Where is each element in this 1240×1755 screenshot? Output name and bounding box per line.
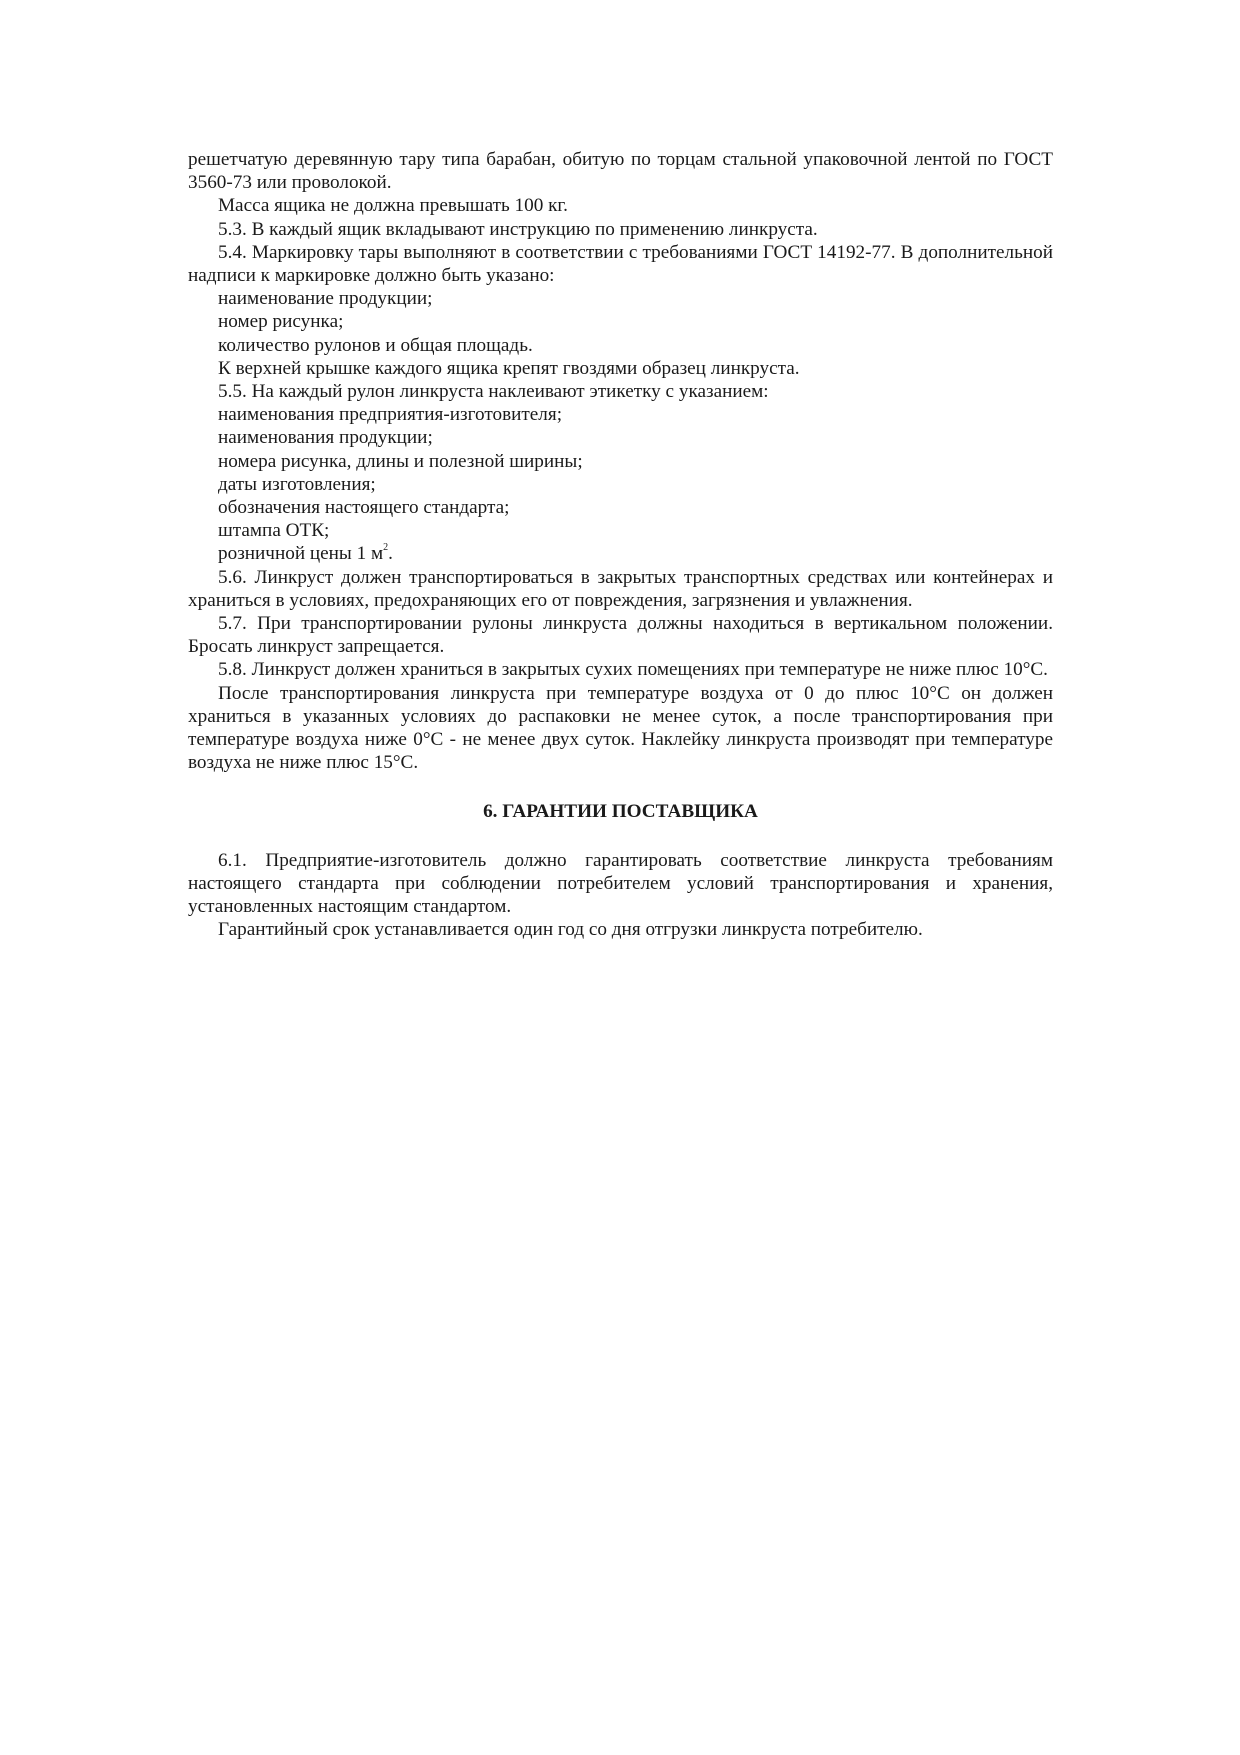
list-item: наименования продукции; (218, 427, 433, 449)
paragraph-5-8: 5.8. Линкруст должен храниться в закрытых сухих помещениях при температуре не ниже плюс 10°С. (218, 659, 1048, 681)
list-item-price (188, 542, 1053, 565)
paragraph-5-6: 5.6. Линкруст должен транспортироваться в закрытых транспортных средствах или контейнерах и храниться в условиях, предохраняющих его от повреждения, загрязнения и увлажнения. (188, 566, 1053, 611)
list-item: даты изготовления; (218, 473, 376, 495)
section-heading-6: 6. ГАРАНТИИ ПОСТАВЩИКА (483, 801, 758, 823)
paragraph-5-4: 5.4. Маркировку тары выполняют в соответствии с требованиями ГОСТ 14192-77. В дополнительной надписи к маркировке должно быть указано: (188, 241, 1053, 287)
paragraph-5-7: 5.7. При транспортировании рулоны линкруста должны находиться в вертикальном положении. Бросать линкруст запрещается. (188, 613, 1053, 658)
paragraph-5-3: 5.3. В каждый ящик вкладывают инструкцию по применению линкруста. (218, 218, 818, 240)
paragraph-intro: решетчатую деревянную тару типа барабан, обитую по торцам стальной упаковочной лентой по ГОСТ 3560-73 или проволокой. (188, 149, 1053, 194)
list-item: количество рулонов и общая площадь. (218, 334, 533, 356)
document-page (188, 148, 1053, 942)
paragraph-lid-sample: К верхней крышке каждого ящика крепят гвоздями образец линкруста. (218, 357, 800, 379)
paragraph-mass: Масса ящика не должна превышать 100 кг. (218, 195, 568, 217)
list-item: наименования предприятия-изготовителя; (218, 404, 563, 426)
list-item: наименование продукции; (218, 288, 433, 310)
paragraph-5-5: 5.5. На каждый рулон линкруста наклеивают этикетку с указанием: (218, 381, 769, 403)
list-item: обозначения настоящего стандарта; (218, 497, 510, 519)
paragraph-warranty: Гарантийный срок устанавливается один год со дня отгрузки линкруста потребителю. (218, 919, 923, 941)
list-item: штампа ОТК; (218, 520, 330, 542)
list-item: номер рисунка; (218, 311, 344, 333)
list-item: номера рисунка, длины и полезной ширины; (218, 450, 583, 472)
price-text: розничной цены 1 м (218, 543, 384, 565)
paragraph-after-transport: После транспортирования линкруста при температуре воздуха от 0 до плюс 10°С он должен храниться в указанных условиях до распаковки не менее суток, а после транспортирования при температуре воздуха ниже 0°С - не менее двух суток. Наклейку линкруста производят при температуре воздуха не ниже плюс 15°С. (188, 682, 1053, 774)
price-end: . (388, 543, 393, 565)
square-superscript: 2 (383, 542, 389, 554)
paragraph-6-1: 6.1. Предприятие-изготовитель должно гарантировать соответствие линкруста требованиям настоящего стандарта при соблюдении потребителем условий транспортирования и хранения, установленных настоящим стандартом. (188, 849, 1053, 918)
